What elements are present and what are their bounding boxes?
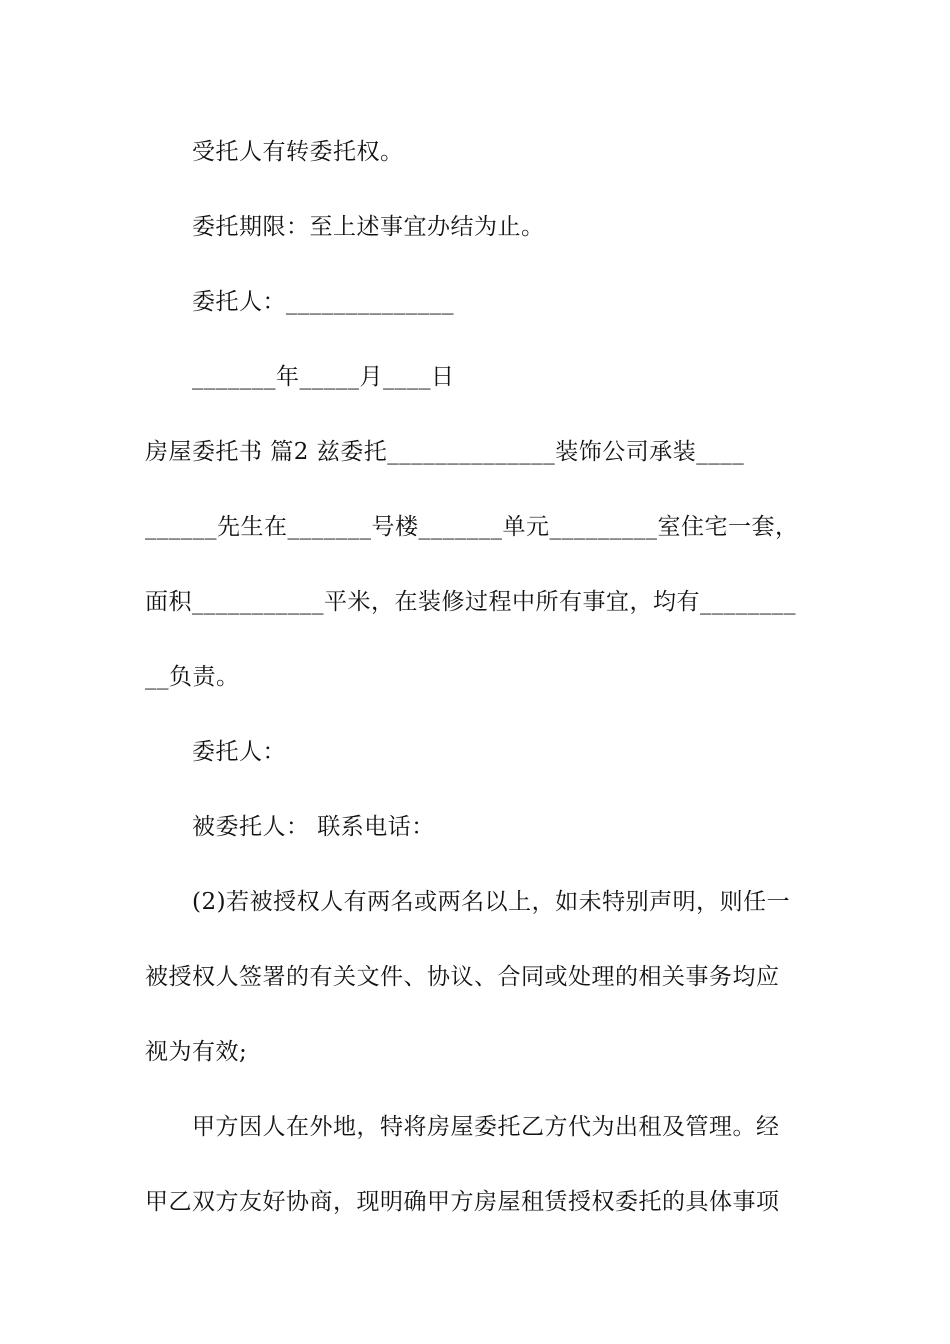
text-line-term: 委托期限：至上述事宜办结为止。 bbox=[192, 214, 545, 240]
text-line-clause-2-cont: 被授权人签署的有关文件、协议、合同或处理的相关事务均应 bbox=[145, 964, 780, 990]
text-line-principal-signature: 委托人：______________ bbox=[192, 289, 454, 315]
text-line-heading-part2: 房屋委托书 篇2 兹委托______________装饰公司承装____ bbox=[145, 439, 745, 465]
text-line-date: _______年_____月____日 bbox=[192, 364, 455, 390]
text-line-party-ab: 甲乙双方友好协商，现明确甲方房屋租赁授权委托的具体事项 bbox=[145, 1189, 780, 1215]
text-line-clause-2-end: 视为有效; bbox=[145, 1039, 248, 1065]
text-line-responsible: __负责。 bbox=[145, 664, 240, 690]
text-line-clause-2: (2)若被授权人有两名或两名以上，如未特别声明，则任一 bbox=[192, 889, 791, 915]
text-line-transfer-right: 受托人有转委托权。 bbox=[192, 139, 404, 165]
text-line-party-a: 甲方因人在外地，特将房屋委托乙方代为出租及管理。经 bbox=[192, 1114, 780, 1140]
text-line-principal: 委托人： bbox=[192, 739, 286, 765]
text-line-area: 面积___________平米，在装修过程中所有事宜，均有________ bbox=[145, 589, 796, 615]
text-line-residence: ______先生在_______号楼_______单元_________室住宅一套， bbox=[145, 514, 799, 540]
text-line-agent-phone: 被委托人： 联系电话： bbox=[192, 814, 435, 840]
